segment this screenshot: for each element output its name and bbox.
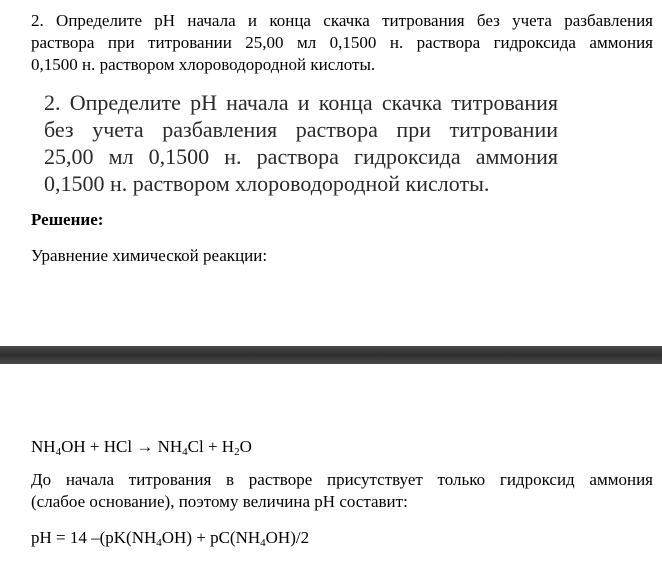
explanation-paragraph — [31, 469, 653, 513]
problem-statement — [31, 10, 653, 76]
scanned-text-line: 25,00 мл 0,1500 н. раствора гидроксида аммония — [44, 144, 558, 169]
scanned-problem-image — [44, 89, 558, 197]
explanation-line: До начала титрования в растворе присутствует только гидроксид аммония — [31, 470, 653, 489]
solution-heading: Решение: — [31, 210, 104, 229]
reaction-equation: $NH_4OH$ + HCl → $NH_4Cl + H_2O$ — [31, 437, 252, 458]
scanned-text-line: без учета разбавления раствора при титровании — [44, 117, 558, 142]
problem-line: 2. Определите pH начала и конца скачка титрования без учета разбавления — [31, 11, 653, 30]
reaction-intro: Уравнение химической реакции: — [31, 246, 268, 265]
ph-formula: pH = 14 $-(pK(NH_4OH) + pC(NH_4OH)/2$ — [31, 528, 310, 549]
scanned-text-line: 0,1500 н. раствором хлороводородной кислоты. — [44, 171, 490, 196]
scanned-text-line: 2. Определите pH начала и конца скачка титрования — [44, 90, 558, 115]
problem-line: 0,1500 н. раствором хлороводородной кислоты. — [31, 55, 376, 74]
page-divider — [0, 346, 662, 364]
problem-line: раствора при титровании 25,00 мл 0,1500 н. раствора гидроксида аммония — [31, 33, 653, 52]
explanation-line: (слабое основание), поэтому величина pH составит: — [31, 492, 408, 511]
